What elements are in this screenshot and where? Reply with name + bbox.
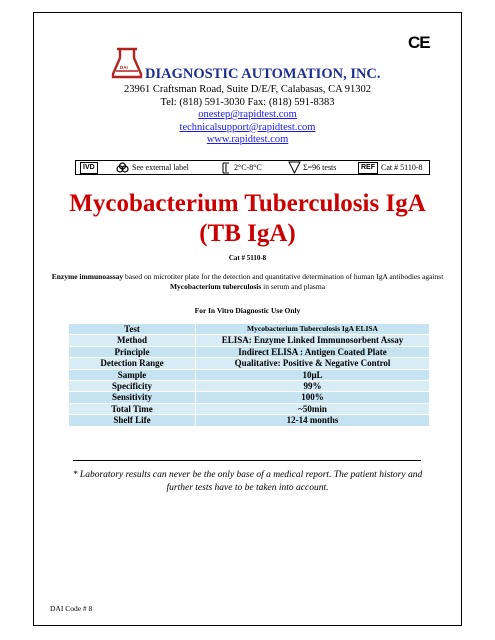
spec-value: 12-14 months <box>196 415 430 426</box>
product-title-line-1: Mycobacterium Tuberculosis IgA <box>69 190 426 217</box>
spec-value: Qualitative: Positive & Negative Control <box>196 358 430 369</box>
divider <box>73 460 421 461</box>
spec-value: 10μL <box>196 369 430 380</box>
spec-table <box>68 323 430 427</box>
spec-value: Mycobacterium Tuberculosis IgA ELISA <box>196 324 430 335</box>
flask-logo-icon <box>110 46 144 80</box>
table-row <box>69 358 430 369</box>
description-segment: based on microtiter plate for the detection and quantitative determination of human IgA antibodies against <box>123 272 444 281</box>
ivd-symbol: IVD <box>80 162 98 174</box>
table-row <box>69 346 430 357</box>
ref-symbol: REF <box>358 162 378 174</box>
spec-label: Test <box>69 324 196 335</box>
spec-label: Specificity <box>69 381 196 392</box>
tests-count-text: Σ=96 tests <box>303 163 337 172</box>
ce-mark: CE <box>408 33 430 52</box>
spec-value: Indirect ELISA : Antigen Coated Plate <box>196 346 430 357</box>
table-row <box>69 415 430 426</box>
table-row <box>69 392 430 403</box>
ivd-note: For In Vitro Diagnostic Use Only <box>194 306 301 315</box>
address-block <box>0 84 495 147</box>
svg-text:DAI: DAI <box>120 65 128 70</box>
email-link-onestep[interactable]: onestep@rapidtest.com <box>198 109 297 120</box>
biohazard-icon <box>116 162 129 173</box>
cat-number: Cat # 5110-8 <box>228 254 267 262</box>
table-row <box>69 369 430 380</box>
description-segment: in serum and plasma <box>261 282 326 291</box>
spec-value: 99% <box>196 381 430 392</box>
product-description <box>50 272 445 292</box>
temperature-text: 2°C-8°C <box>234 163 262 172</box>
description-segment: Enzyme immunoassay <box>51 272 124 281</box>
spec-label: Sample <box>69 369 196 380</box>
table-row <box>69 381 430 392</box>
external-label-text: See external label <box>132 163 189 172</box>
spec-label: Detection Range <box>69 358 196 369</box>
spec-label: Method <box>69 335 196 346</box>
phone-fax-line: Tel: (818) 591-3030 Fax: (818) 591-8383 <box>160 96 335 108</box>
spec-label: Sensitivity <box>69 392 196 403</box>
spec-value: 100% <box>196 392 430 403</box>
website-link[interactable]: www.rapidtest.com <box>206 134 289 145</box>
company-name: DIAGNOSTIC AUTOMATION, INC. <box>145 66 381 82</box>
symbol-bar <box>75 160 430 175</box>
footnote: * Laboratory results can never be the only base of a medical report. The patient history and further tests have to be taken into account. <box>72 470 423 493</box>
spec-label: Shelf Life <box>69 415 196 426</box>
email-link-support[interactable]: technicalsupport@rapidtest.com <box>179 121 316 133</box>
product-title-line-2: (TB IgA) <box>199 220 296 247</box>
description-segment: Mycobacterium tuberculosis <box>169 282 262 291</box>
cat-number-small: Cat # 5110-8 <box>381 163 423 172</box>
table-row <box>69 324 430 335</box>
temperature-limit-icon <box>221 162 231 174</box>
sigma-triangle-icon <box>288 161 301 174</box>
dai-code: DAI Code # 8 <box>50 604 93 613</box>
address-line: 23961 Craftsman Road, Suite D/E/F, Calabasas, CA 91302 <box>123 84 372 95</box>
table-row <box>69 335 430 346</box>
spec-value: ~50min <box>196 403 430 414</box>
table-row <box>69 403 430 414</box>
spec-label: Total Time <box>69 403 196 414</box>
spec-value: ELISA: Enzyme Linked Immunosorbent Assay <box>196 335 430 346</box>
spec-label: Principle <box>69 346 196 357</box>
